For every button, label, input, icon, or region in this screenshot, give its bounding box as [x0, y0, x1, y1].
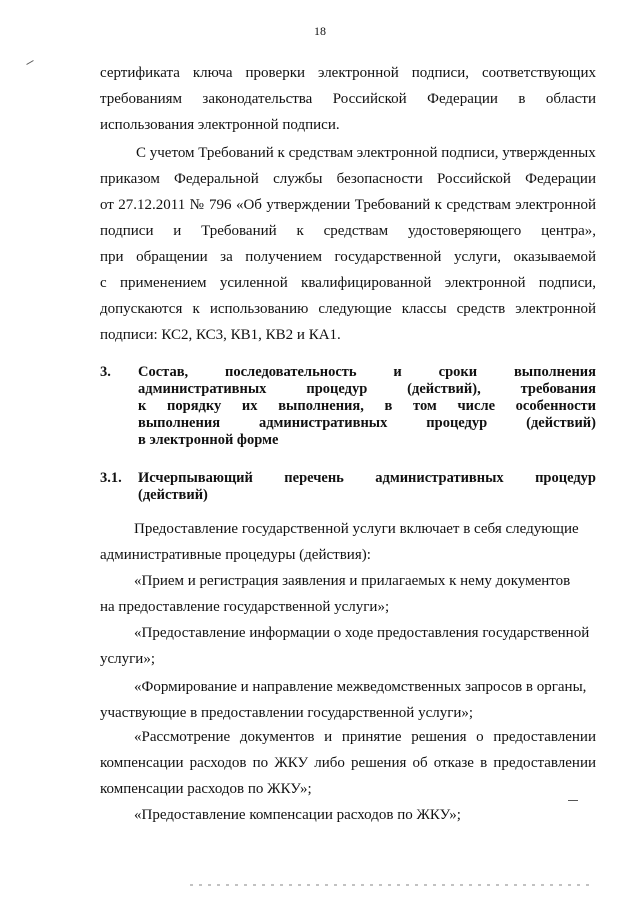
- text-line: при обращении за получением государственной услуги, оказываемой: [100, 249, 596, 265]
- heading-line: в электронной форме: [138, 432, 279, 448]
- text-line: требованиям законодательства Российской Федерации в области: [100, 91, 596, 107]
- text-line: административные процедуры (действия):: [100, 547, 371, 563]
- heading-line: (действий): [138, 487, 208, 503]
- text-line: подписи и Требований к средствам удостоверяющего центра»,: [100, 223, 596, 239]
- scan-noise: [190, 884, 590, 886]
- text-line: Предоставление государственной услуги включает в себя следующие: [134, 521, 579, 537]
- procedure-item: [100, 802, 596, 828]
- text-line: от 27.12.2011 № 796 «Об утверждении Требований к средствам электронной: [100, 197, 596, 213]
- paragraph-procedures-intro: [100, 516, 596, 568]
- text-line: подписи: КС2, КС3, КВ1, КВ2 и КА1.: [100, 327, 341, 343]
- section-number: 3.: [100, 364, 111, 380]
- text-line: компенсации расходов по ЖКУ либо решения об отказе в предоставлении: [100, 755, 596, 771]
- scan-speck: [568, 800, 578, 801]
- procedure-item: [100, 724, 596, 802]
- text-line: услуги»;: [100, 651, 155, 667]
- text-line: «Формирование и направление межведомственных запросов в органы,: [134, 679, 587, 695]
- heading-line: к порядку их выполнения, в том числе особенности: [138, 398, 596, 414]
- page-number: 18: [314, 24, 326, 38]
- paragraph-requirements: [100, 140, 596, 348]
- section-heading: [138, 364, 596, 449]
- heading-line: Исчерпывающий перечень административных процедур: [138, 470, 596, 486]
- text-line: «Рассмотрение документов и принятие решения о предоставлении: [134, 729, 596, 745]
- text-line: «Предоставление компенсации расходов по ЖКУ»;: [134, 807, 461, 823]
- heading-line: выполнения административных процедур (действий): [138, 415, 596, 431]
- subsection-number: 3.1.: [100, 470, 122, 486]
- text-line: участвующие в предоставлении государственной услуги»;: [100, 705, 474, 721]
- procedure-item: [100, 568, 596, 620]
- text-line: «Предоставление информации о ходе предоставления государственной: [134, 625, 590, 641]
- text-line: приказом Федеральной службы безопасности Российской Федерации: [100, 171, 596, 187]
- subsection-heading: [138, 470, 596, 504]
- paragraph-continuation: [100, 60, 596, 138]
- text-line: «Прием и регистрация заявления и прилагаемых к нему документов: [134, 573, 571, 589]
- text-line: допускаются к использованию следующие классы средств электронной: [100, 301, 596, 317]
- text-line: С учетом Требований к средствам электронной подписи, утвержденных: [136, 145, 596, 161]
- text-line: сертификата ключа проверки электронной подписи, соответствующих: [100, 65, 596, 81]
- text-line: на предоставление государственной услуги»;: [100, 599, 390, 615]
- text-line: использования электронной подписи.: [100, 117, 340, 133]
- procedure-item: [100, 674, 596, 726]
- scan-speck: [26, 60, 33, 65]
- heading-line: Состав, последовательность и сроки выполнения: [138, 364, 596, 380]
- text-line: с применением усиленной квалифицированной электронной подписи,: [100, 275, 596, 291]
- heading-line: административных процедур (действий), требования: [138, 381, 596, 397]
- text-line: компенсации расходов по ЖКУ»;: [100, 781, 312, 797]
- procedure-item: [100, 620, 596, 672]
